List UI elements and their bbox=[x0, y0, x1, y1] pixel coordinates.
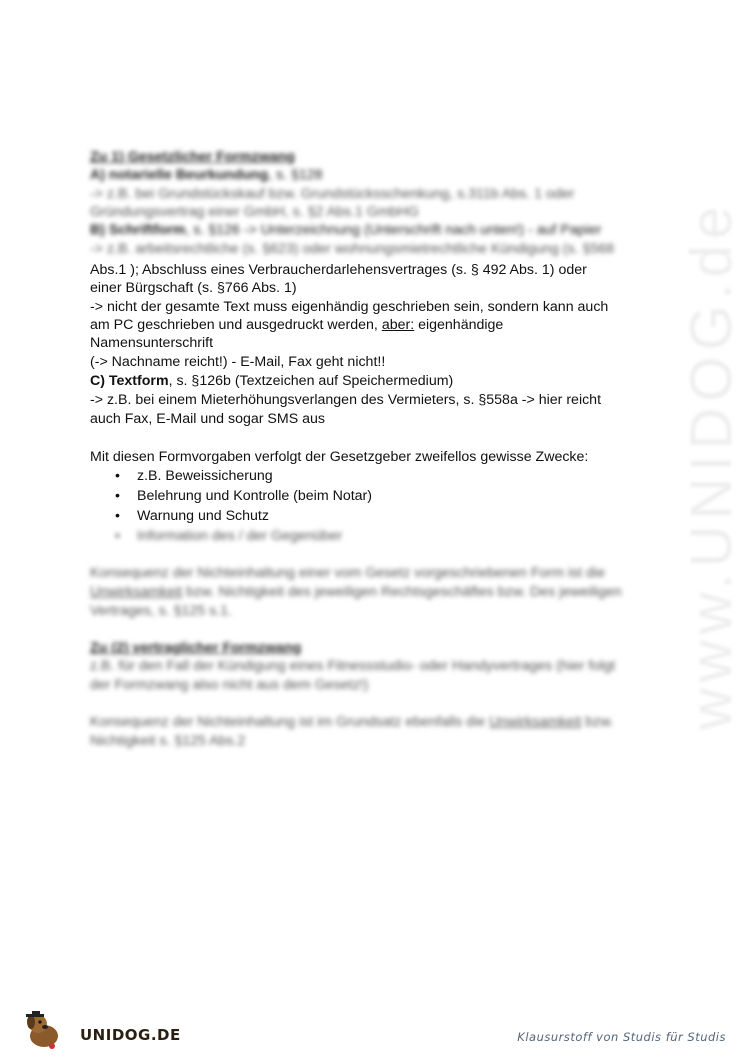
paragraph-b-line: (-> Nachname reicht!) - E-Mail, Fax geht nicht!! bbox=[90, 354, 386, 370]
consequence-paragraph: Unwirksamkeit bzw. Nichtigkeit des jeweiligen Rechtsgeschäftes bzw. Des jeweiligen bbox=[90, 584, 622, 600]
list-item: • Warnung und Schutz bbox=[115, 508, 269, 524]
watermark-text: www.UNIDOG.de bbox=[679, 200, 744, 730]
paragraph-b-line: Abs.1 ); Abschluss eines Verbraucherdarlehensvertrages (s. § 492 Abs. 1) oder bbox=[90, 262, 587, 278]
unidog-logo bbox=[22, 1010, 181, 1050]
section-heading-1: Zu 1) Gesetzlicher Formzwang bbox=[90, 149, 295, 165]
section-heading-2: Zu (2) vertraglicher Formzwang bbox=[90, 640, 302, 656]
paragraph-c-line: -> z.B. bei einem Mieterhöhungsverlangen des Vermieters, s. §558a -> hier reicht bbox=[90, 392, 602, 408]
paragraph-b-title: B) Schriftform, s. §126 -> Unterzeichnung (Unterschrift nach unten!) - auf Papier bbox=[90, 222, 602, 238]
consequence-paragraph: Vertrages, s. §125 s.1. bbox=[90, 603, 232, 619]
paragraph-a-line: Gründungsvertrag einer GmbH, s. §2 Abs.1 GmbHG bbox=[90, 204, 419, 220]
paragraph-c-line: auch Fax, E-Mail und sogar SMS aus bbox=[90, 411, 325, 427]
paragraph-c-title: C) Textform, s. §126b (Textzeichen auf Speichermedium) bbox=[90, 373, 454, 389]
footer-tagline: Klausurstoff von Studis für Studis bbox=[517, 1030, 726, 1044]
contract-paragraph: der Formzwang also nicht aus dem Gesetz!) bbox=[90, 677, 369, 693]
paragraph-b-line: am PC geschrieben und ausgedruckt werden, aber: eigenhändige bbox=[90, 317, 504, 333]
purposes-intro: Mit diesen Formvorgaben verfolgt der Gesetzgeber zweifellos gewisse Zwecke: bbox=[90, 449, 589, 465]
consequence-paragraph: Konsequenz der Nichteinhaltung einer vom Gesetz vorgeschriebenen Form ist die bbox=[90, 565, 605, 581]
list-item: • Belehrung und Kontrolle (beim Notar) bbox=[115, 488, 373, 504]
paragraph-b-line: -> nicht der gesamte Text muss eigenhändig geschrieben sein, sondern kann auch bbox=[90, 299, 609, 315]
paragraph-a-line: -> z.B. bei Grundstückskauf bzw. Grundstücksschenkung, s.311b Abs. 1 oder bbox=[90, 186, 575, 202]
dog-mascot-icon bbox=[22, 1010, 82, 1052]
list-item: • Information des / der Gegenüber bbox=[115, 528, 343, 544]
list-item: • z.B. Beweissicherung bbox=[115, 468, 273, 484]
paragraph-b-line: einer Bürgschaft (s. §766 Abs. 1) bbox=[90, 280, 297, 296]
paragraph-b-line: -> z.B. arbeitsrechtliche (s. §623) oder wohnungsmietrechtliche Kündigung (s. §568 bbox=[90, 241, 615, 257]
paragraph-b-line: Namensunterschrift bbox=[90, 335, 214, 351]
logo-text: UNIDOG.DE bbox=[80, 1026, 181, 1044]
contract-paragraph: z.B. für den Fall der Kündigung eines Fitnessstudio- oder Handyvertrages (hier folgt bbox=[90, 658, 616, 674]
consequence-paragraph-2: Nichtigkeit s. §125 Abs.2 bbox=[90, 733, 246, 749]
paragraph-a-title: A) notarielle Beurkundung, s. §128 bbox=[90, 167, 323, 183]
consequence-paragraph-2: Konsequenz der Nichteinhaltung ist im Grundsatz ebenfalls die Unwirksamkeit bzw. bbox=[90, 714, 614, 730]
